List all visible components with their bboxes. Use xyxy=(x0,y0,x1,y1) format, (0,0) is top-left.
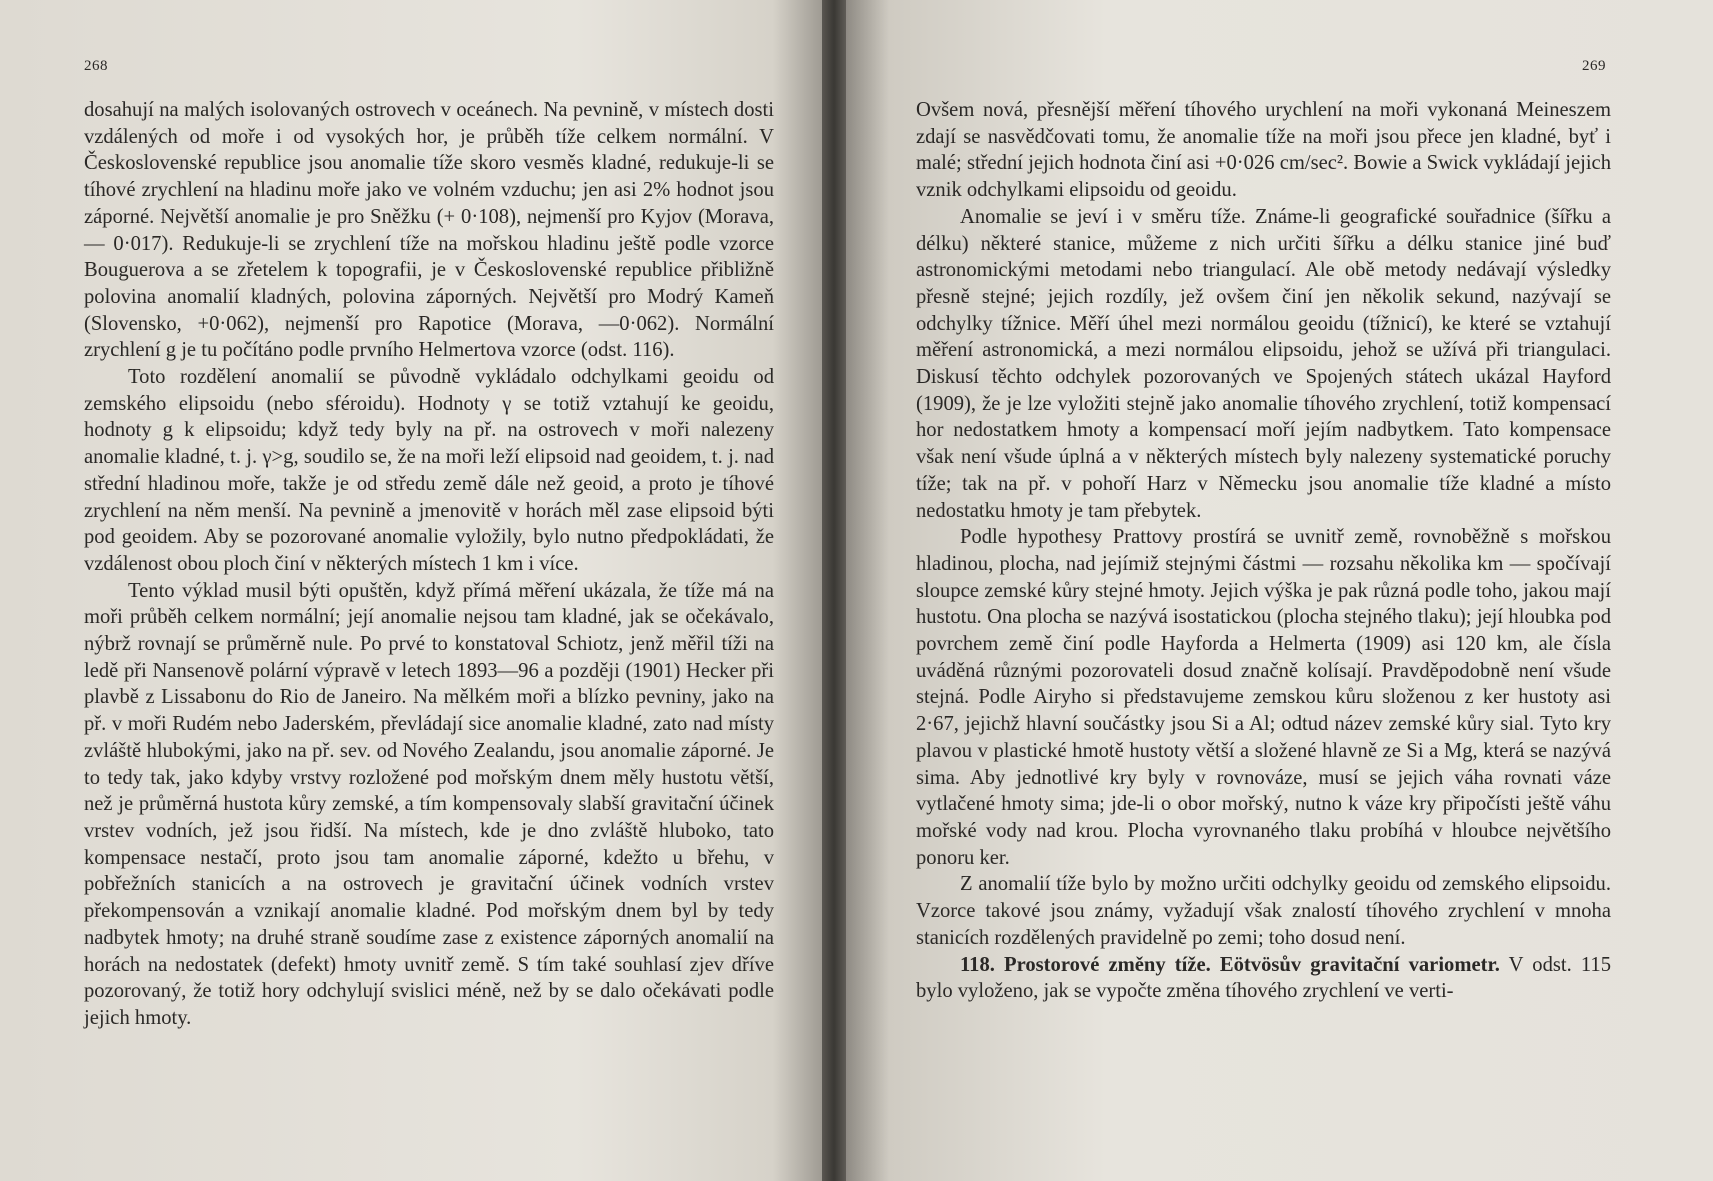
section-heading: 118. Prostorové změny tíže. Eötvösův gravitační variometr. xyxy=(960,953,1500,976)
paragraph: Z anomalií tíže bylo by možno určiti odchylky geoidu od zemského elipsoidu. Vzorce takové jsou známy, vyžadují však znalostí tíhového zrychlení v mnoha stanicích rozdělených pravidelně po zemi; toho dosud není. xyxy=(916,873,1611,949)
right-page xyxy=(846,0,1713,1181)
section-text: V odst. 115 bylo vyloženo, jak se vypočte změna tíhového zrychlení ve verti- xyxy=(916,953,1611,1003)
paragraph: Ovšem nová, přesnější měření tíhového urychlení na moři vykonaná Meineszem zdají se nasvědčovati tomu, že anomalie tíže na moři jsou přece jen kladné, byť i malé; střední jejich hodnota činí asi +0·026 cm/sec². Bowie a Swick vykládají jejich vznik odchylkami elipsoidu od geoidu. xyxy=(916,99,1611,202)
page-number: 269 xyxy=(1582,58,1606,74)
paragraph: Tento výklad musil býti opuštěn, když přímá měření ukázala, že tíže má na moři průběh celkem normální; její anomalie nejsou tam kladné, jak se očekávalo, nýbrž rovnají se průměrně nule. Po prvé to konstatoval Schiotz, jenž měřil tíži na ledě při Nansenově polární výpravě v letech 1893—96 a později (1901) Hecker při plavbě z Lissabonu do Rio de Janeiro. Na mělkém moři a blízko pevniny, jako na př. v moři Rudém nebo Jaderském, převládají sice anomalie kladné, zato nad místy zvláště hlubokými, jako na př. sev. od Nového Zealandu, jsou anomalie záporné. Je to tedy tak, jako kdyby vrstvy rozložené pod mořským dnem měly hustotu větší, než je průměrná hustota kůry zemské, a tím kompensovaly slabší gravitační účinek vrstev vodních, jež jsou řidší. Na místech, kde je dno zvláště hluboko, tato kompensace nestačí, proto jsou tam anomalie záporné, kdežto u břehu, v pobřežních stanicích a na ostrovech je gravitační účinek vodních vrstev překompensován a vznikají anomalie kladné. Pod mořským dnem byl by tedy nadbytek hmoty; na druhé straně soudíme zase z existence záporných anomalií na horách na nedostatek (defekt) hmoty uvnitř země. S tím také souhlasí zjev dříve pozorovaný, že totiž hory odchylují svislici méně, než by se dalo očekávati podle jejich hmoty. xyxy=(84,579,774,1029)
paragraph: Podle hypothesy Prattovy prostírá se uvnitř země, rovnoběžně s mořskou hladinou, plocha, nad jejímiž stejnými částmi — rozsahu několika km — spočívají sloupce zemské kůry stejné hmoty. Jejich výška je pak různá podle toho, jakou mají hustotu. Ona plocha se nazývá isostatickou (plocha stejného tlaku); její hloubka pod povrchem země činí podle Hayforda a Helmerta (1909) asi 120 km, ale čísla uváděná různými pozorovateli dosud značně kolísají. Pravděpodobně není všude stejná. Podle Airyho si představujeme zemskou kůru složenou z ker hustoty asi 2·67, jejichž hlavní součástky jsou Si a Al; odtud název zemské kůry sial. Tyto kry plavou v plastické hmotě hustoty větší a složené hlavně ze Si a Mg, která se nazývá sima. Aby jednotlivé kry byly v rovnováze, musí se jejich váha rovnati váze vytlačené hmoty sima; jde-li o obor mořský, nutno k váze kry připočísti ještě váhu mořské vody nad krou. Plocha vyrovnaného tlaku probíhá v hloubce největšího ponoru ker. xyxy=(916,526,1611,869)
paragraph: Anomalie se jeví i v směru tíže. Známe-li geografické souřadnice (šířku a délku) některé stanice, můžeme z nich určiti šířku a délku stanice jiné buď astronomickými metodami nebo triangulací. Ale obě metody nedávají výsledky přesně stejné; jejich rozdíly, jež ovšem činí jen několik sekund, nazývají se odchylky tížnice. Měří úhel mezi normálou geoidu (tížnicí), ke které se vztahují měření astronomická, a mezi normálou elipsoidu, jehož se užívá při triangulaci. Diskusí těchto odchylek pozorovaných ve Spojených státech ukázal Hayford (1909), že je lze vyložiti stejně jako anomalie tíhového zrychlení, totiž kompensací hor nedostatkem hmoty a kompensací moří jejím nadbytkem. Tato kompensace však není všude úplná a v některých místech byly nalezeny systematické poruchy tíže; tak na př. v pohoří Harz v Německu jsou anomalie tíže kladné a místo nedostatku hmoty je tam přebytek. xyxy=(916,205,1611,522)
paragraph: Toto rozdělení anomalií se původně vykládalo odchylkami geoidu od zemského elipsoidu (nebo sféroidu). Hodnoty γ se totiž vztahují ke geoidu, hodnoty g k elipsoidu; když tedy byly na př. na ostrovech v moři nalezeny anomalie kladné, t. j. γ>g, soudilo se, že na moři leží elipsoid nad geoidem, t. j. nad střední hladinou moře, takže je od středu země dále než geoid, a proto je tíhové zrychlení na něm menší. Na pevnině a jmenovitě v horách měl zase elipsoid býti pod geoidem. Aby se pozorované anomalie vyložily, bylo nutno předpokládati, že vzdálenost obou ploch činí v některých místech 1 km i více. xyxy=(84,366,774,575)
paragraph: dosahují na malých isolovaných ostrovech v oceánech. Na pevnině, v místech dosti vzdálených od moře i od vysokých hor, je průběh tíže celkem normální. V Československé republice jsou anomalie tíže skoro vesměs kladné, redukuje-li se tíhové zrychlení na hladinu moře jako ve volném vzduchu; jen asi 2% hodnot jsou záporné. Největší anomalie je pro Sněžku (+ 0·108), nejmenší pro Kyjov (Morava, — 0·017). Redukuje-li se zrychlení tíže na mořskou hladinu ještě podle vzorce Bouguerova a se zřetelem k topografii, je v Československé republice přibližně polovina anomalií kladných, polovina záporných. Největší pro Modrý Kameň (Slovensko, +0·062), nejmenší pro Rapotice (Morava, —0·062). Normální zrychlení g je tu počítáno podle prvního Helmertova vzorce (odst. 116). xyxy=(84,99,774,362)
section-paragraph xyxy=(916,952,1611,1005)
page-number: 268 xyxy=(84,58,108,74)
page-body xyxy=(916,97,1611,1005)
book-gutter xyxy=(822,0,846,1181)
left-page xyxy=(0,0,822,1181)
page-body xyxy=(84,97,774,1032)
